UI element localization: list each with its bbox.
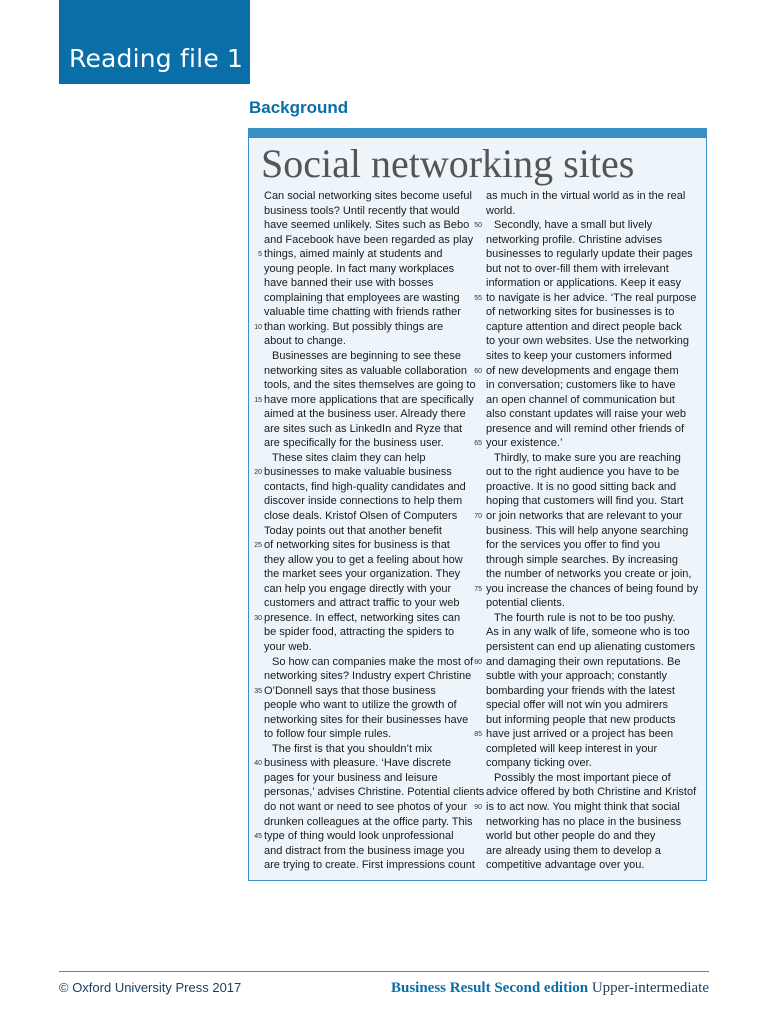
line-text: have banned their use with bosses (264, 277, 434, 290)
article-line (486, 451, 698, 466)
article-line (474, 655, 698, 670)
article-line (264, 771, 474, 786)
line-text: through simple searches. By increasing (486, 553, 678, 566)
article-line (486, 422, 698, 437)
line-number: 60 (474, 367, 482, 375)
line-number: 35 (254, 687, 262, 695)
article-line (254, 829, 474, 844)
line-text: are specifically for the business user. (264, 437, 444, 450)
line-text: company ticking over. (486, 757, 592, 770)
article-line (264, 625, 474, 640)
line-text: networking has no place in the business (486, 815, 682, 828)
article-line (486, 553, 698, 568)
line-number: 85 (474, 731, 482, 739)
article-line (486, 713, 698, 728)
line-text: business tools? Until recently that would (264, 204, 460, 217)
footer-level: Upper-intermediate (591, 980, 709, 996)
line-text: world. (486, 204, 516, 217)
line-text: hoping that customers will find you. Start (486, 495, 684, 508)
article-line (264, 436, 474, 451)
article-line (254, 684, 474, 699)
article-line (486, 771, 698, 786)
article-line (264, 669, 474, 684)
line-text: and distract from the business image you (264, 844, 465, 857)
line-text: Businesses are beginning to see these (272, 350, 461, 363)
article-line (486, 494, 698, 509)
article-column-right (474, 189, 699, 873)
line-text: Secondly, have a small but lively (494, 219, 653, 232)
line-number: 75 (474, 585, 482, 593)
line-text: O’Donnell says that those business (264, 684, 436, 697)
article-line (264, 276, 474, 291)
section-heading: Background (249, 98, 349, 117)
line-text: are sites such as LinkedIn and Ryze that (264, 422, 463, 435)
line-text: can help you engage directly with your (264, 582, 452, 595)
line-text: networking sites? Industry expert Christine (264, 670, 472, 683)
article-line (486, 378, 698, 393)
line-text: your web. (264, 640, 312, 653)
line-text: are trying to create. First impressions count (264, 859, 475, 872)
line-text: completed will keep interest in your (486, 742, 658, 755)
line-text: businesses to regularly update their pages (486, 248, 693, 261)
line-text: pages for your business and leisure (264, 771, 438, 784)
article-line (264, 378, 474, 393)
article-line (264, 815, 474, 830)
article-line (486, 596, 698, 611)
line-text: advice offered by both Christine and Kristof (486, 786, 697, 799)
line-text: subtle with your approach; constantly (486, 670, 667, 683)
line-text: young people. In fact many workplaces (264, 262, 455, 275)
line-text: drunken colleagues at the office party. This (264, 815, 473, 828)
article-line (264, 844, 474, 859)
article-line (486, 334, 698, 349)
article-line (474, 436, 698, 451)
article-line (486, 756, 698, 771)
line-text: These sites claim they can help (272, 451, 426, 464)
article-line (486, 393, 698, 408)
article-line (474, 364, 698, 379)
line-text: but not to over-fill them with irrelevant (486, 262, 669, 275)
article-line (486, 858, 698, 873)
article-line (486, 262, 698, 277)
article-line (474, 218, 698, 233)
article-box (248, 128, 707, 881)
line-text: in conversation; customers like to have (486, 379, 676, 392)
article-line (486, 465, 698, 480)
article-line (486, 684, 698, 699)
line-text: to follow four simple rules. (264, 728, 392, 741)
article-line (264, 785, 485, 800)
article-line (264, 204, 474, 219)
line-text: you increase the chances of being found by (486, 582, 699, 595)
line-text: personas,’ advises Christine. Potential clients (264, 786, 485, 799)
line-text: be spider food, attracting the spiders to (264, 626, 455, 639)
line-text: discover inside connections to help them (264, 495, 463, 508)
line-text: The fourth rule is not to be too pushy. (494, 611, 676, 624)
article-line (486, 276, 698, 291)
article-line (264, 233, 474, 248)
line-text: world but other people do and they (486, 830, 656, 843)
line-number: 15 (254, 396, 262, 404)
line-text: sites to keep your customers informed (486, 350, 672, 363)
article-line (264, 262, 474, 277)
article-line (474, 291, 698, 306)
line-text: Can social networking sites become useful (264, 190, 472, 202)
article-line (486, 189, 698, 204)
line-text: of new developments and engage them (486, 364, 679, 377)
line-text: of networking sites for businesses is to (486, 306, 675, 319)
article-line (474, 727, 698, 742)
line-text: do not want or need to see photos of your (264, 800, 468, 813)
line-text: special offer will not win you admirers (486, 699, 668, 712)
article-line (486, 669, 698, 684)
line-text: also constant updates will raise your web (486, 408, 686, 421)
article-line (486, 785, 698, 800)
line-text: the market sees your organization. They (264, 568, 461, 581)
line-number: 40 (254, 760, 262, 768)
article-line (264, 698, 474, 713)
line-number: 20 (254, 469, 262, 477)
line-text: people who want to utilize the growth of (264, 699, 457, 712)
footer-copyright: © Oxford University Press 2017 (59, 980, 242, 995)
line-text: networking sites for their businesses have (264, 713, 469, 726)
line-text: to navigate is her advice. ‘The real purpose (486, 291, 697, 304)
line-text: aimed at the business user. Already there (264, 408, 466, 421)
line-text: competitive advantage over you. (486, 859, 645, 872)
line-text: potential clients. (486, 597, 565, 610)
article-line (264, 189, 474, 204)
article-line (264, 494, 474, 509)
line-text: type of thing would look unprofessional (264, 830, 454, 843)
article-line (264, 567, 474, 582)
line-text: to your own websites. Use the networking (486, 335, 689, 348)
article-line (264, 509, 474, 524)
article-line (486, 305, 698, 320)
article-line (264, 858, 474, 873)
line-text: businesses to make valuable business (264, 466, 452, 479)
line-number: 10 (254, 323, 262, 331)
article-line (486, 742, 698, 757)
article-line (264, 727, 474, 742)
article-line (474, 800, 698, 815)
article-top-bar (249, 129, 706, 138)
article-line (264, 582, 474, 597)
line-text: business. This will help anyone searching (486, 524, 689, 537)
line-text: So how can companies make the most of (272, 655, 474, 668)
tab-label: Reading file 1 (69, 44, 244, 73)
line-number: 45 (254, 833, 262, 841)
line-text: information or applications. Keep it easy (486, 277, 682, 290)
line-text: the number of networks you create or join, (486, 568, 692, 581)
line-text: Possibly the most important piece of (494, 771, 671, 784)
line-text: for the services you offer to find you (486, 539, 661, 552)
article-line (264, 451, 474, 466)
article-line (486, 233, 698, 248)
line-text: they allow you to get a feeling about how (264, 553, 463, 566)
line-text: things, aimed mainly at students and (264, 248, 443, 261)
footer-book-name: Business Result Second edition (390, 980, 589, 996)
line-number: 90 (474, 803, 482, 811)
line-text: close deals. Kristof Olsen of Computers (264, 510, 458, 523)
footer-book-title (391, 980, 709, 997)
line-text: or join networks that are relevant to your (486, 510, 683, 523)
article-line (264, 553, 474, 568)
line-text: Thirdly, to make sure you are reaching (494, 451, 681, 464)
line-text: networking sites as valuable collaboration (264, 364, 468, 377)
article-line (486, 815, 698, 830)
article-title: Social networking sites (261, 141, 635, 186)
article-line (254, 611, 474, 626)
article-line (486, 480, 698, 495)
line-text: persistent can end up alienating customers (486, 640, 696, 653)
article-line (264, 480, 474, 495)
article-line (486, 204, 698, 219)
line-text: than working. But possibly things are (264, 320, 444, 333)
article-line (254, 756, 474, 771)
line-number: 80 (474, 658, 482, 666)
article-line (254, 538, 474, 553)
article-line (486, 407, 698, 422)
article-line (254, 320, 474, 335)
article-line (264, 596, 474, 611)
line-text: have more applications that are specifically (264, 393, 474, 406)
line-text: are already using them to develop a (486, 844, 661, 857)
article-line (486, 829, 698, 844)
article-line (264, 334, 474, 349)
line-number: 5 (258, 251, 262, 259)
article-line (264, 407, 474, 422)
line-text: valuable time chatting with friends rather (264, 306, 461, 319)
article-line (264, 713, 474, 728)
line-text: an open channel of communication but (486, 393, 675, 406)
article-line (258, 247, 474, 262)
article-line (474, 582, 699, 597)
article-line (486, 625, 698, 640)
line-number: 65 (474, 440, 482, 448)
line-text: networking profile. Christine advises (486, 233, 663, 246)
article-line (474, 509, 698, 524)
article-line (486, 698, 698, 713)
line-number: 70 (474, 513, 482, 521)
article-line (486, 247, 698, 262)
line-number: 30 (254, 614, 262, 622)
line-text: as much in the virtual world as in the real (486, 190, 686, 202)
article-line (254, 393, 474, 408)
article-line (264, 742, 474, 757)
article-line (264, 364, 474, 379)
line-text: have just arrived or a project has been (486, 728, 674, 741)
article-line (254, 465, 474, 480)
line-text: presence. In effect, networking sites can (264, 611, 461, 624)
article-line (264, 640, 474, 655)
line-text: proactive. It is no good sitting back and (486, 480, 677, 493)
article-line (264, 655, 474, 670)
line-text: have seemed unlikely. Sites such as Bebo (264, 219, 470, 232)
line-text: your existence.’ (486, 437, 563, 450)
footer-divider (59, 971, 709, 972)
line-text: As in any walk of life, someone who is too (486, 626, 690, 639)
article-line (486, 844, 698, 859)
line-text: is to act now. You might think that social (486, 800, 680, 813)
line-number: 55 (474, 294, 482, 302)
line-text: and damaging their own reputations. Be (486, 655, 681, 668)
line-text: about to change. (264, 335, 346, 348)
article-line (486, 538, 698, 553)
line-text: Today points out that another benefit (264, 524, 442, 537)
line-text: tools, and the sites themselves are going to (264, 379, 476, 392)
line-text: of networking sites for business is that (264, 539, 450, 552)
line-text: business with pleasure. ‘Have discrete (264, 757, 452, 770)
article-line (264, 218, 474, 233)
line-text: customers and attract traffic to your web (264, 597, 460, 610)
line-text: presence and will remind other friends of (486, 422, 685, 435)
reading-file-tab (59, 0, 250, 84)
article-line (486, 611, 698, 626)
line-text: bombarding your friends with the latest (486, 684, 675, 697)
article-line (264, 349, 474, 364)
line-text: complaining that employees are wasting (264, 291, 460, 304)
article-line (486, 640, 698, 655)
article-line (486, 524, 698, 539)
article-line (264, 291, 474, 306)
line-text: but informing people that new products (486, 713, 676, 726)
article-line (486, 320, 698, 335)
article-line (264, 524, 474, 539)
line-text: contacts, find high-quality candidates and (264, 480, 466, 493)
article-line (486, 349, 698, 364)
line-text: capture attention and direct people back (486, 320, 682, 333)
article-line (264, 305, 474, 320)
article-line (264, 800, 474, 815)
line-text: and Facebook have been regarded as play (264, 233, 474, 246)
article-line (264, 422, 474, 437)
article-line (486, 567, 698, 582)
line-text: The first is that you shouldn’t mix (272, 742, 433, 755)
line-number: 25 (254, 542, 262, 550)
line-number: 50 (474, 222, 482, 230)
line-text: out to the right audience you have to be (486, 466, 680, 479)
